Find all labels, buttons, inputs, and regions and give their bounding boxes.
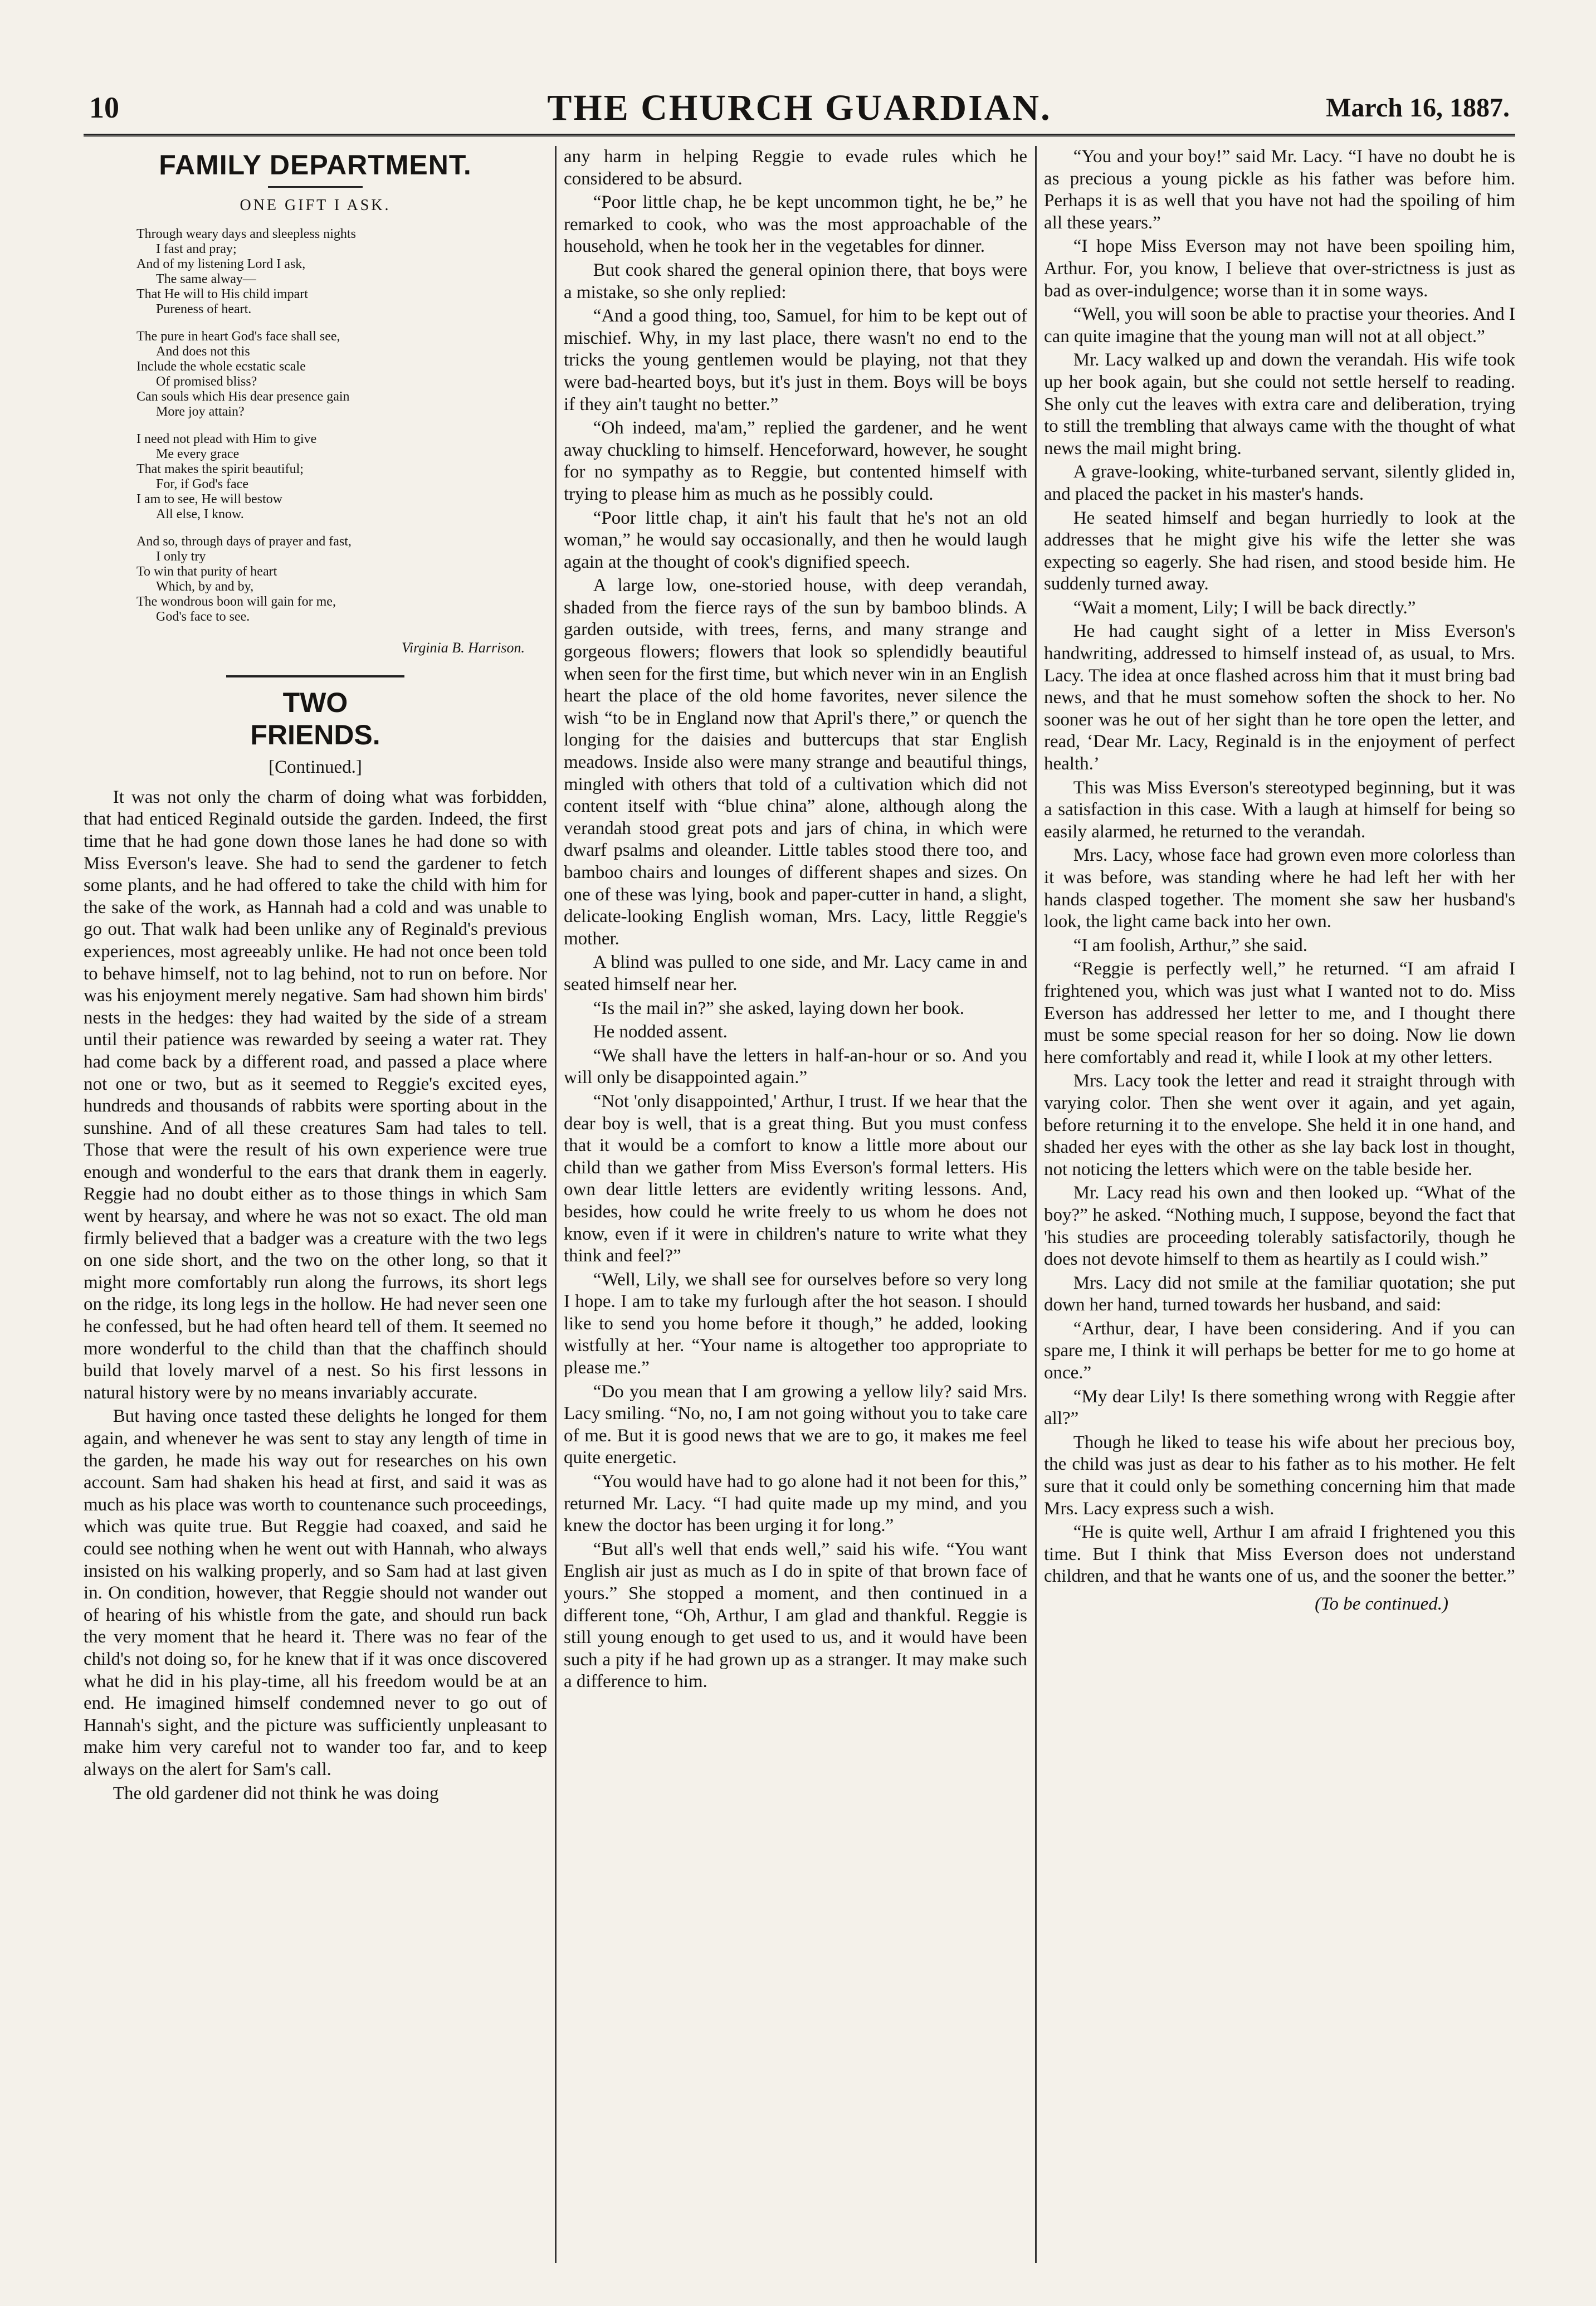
column-rule — [555, 146, 557, 2263]
story-paragraph: “Poor little chap, it ain't his fault that he's not an old woman,” he would say occasionally, and then he would laugh again at the thought of cook's dignified speech. — [564, 508, 1027, 572]
heading-rule — [268, 186, 363, 188]
to-be-continued: (To be continued.) — [1315, 1594, 1448, 1614]
story-paragraph: But having once tasted these delights he longed for them again, and whenever he was sent to stay any length of time in the garden, he made his way out for researches on his own account. Sam had shaken his head at first, and said it was as much as his place was worth to countenance such proceedings, which was quite true. But Reggie had coaxed, and said he could see nothing when he went out with Hannah, who always insisted on his walking properly, and so Sam had at last given in. On condition, however, that Reggie should not wander out of hearing of his whistle from the gate, and should run back the very moment that he heard it. There was no fear of the child's not doing so, for he knew that if it was once discovered what he did in his play-time, all his freedom would be at an end. He imagined himself condemned never to go out of Hannah's sight, and the picture was sufficiently unpleasant to make him very careful not to wander too far, and to keep always on the alert for Sam's call. — [84, 1406, 547, 1780]
story-paragraph: Mrs. Lacy, whose face had grown even more colorless than it was before, was standing where he had left her with her hands clasped together. The moment she saw her husband's look, the light came back into her own. — [1044, 845, 1515, 932]
story-paragraph: He seated himself and began hurriedly to look at the addresses that he might give his wife the letter she was expecting so eagerly. She had risen, and stood beside him. He suddenly turned away. — [1044, 508, 1515, 594]
story-paragraph: “You and your boy!” said Mr. Lacy. “I have no doubt he is as precious a young pickle as his father was before him. Perhaps it is as well that you have not had the spoiling of him all these years.” — [1044, 147, 1515, 233]
poem-line: That He will to His child impart — [136, 286, 308, 301]
poem-line: The same alway— — [156, 271, 256, 286]
poem-line: And does not this — [156, 344, 250, 359]
story-paragraph: Mr. Lacy read his own and then looked up. “What of the boy?” he asked. “Nothing much, I suppose, beyond the fact that 'his studies are proceeding tolerably satisfactorily, though he does not devote himself to them as heartily as I could wish.” — [1044, 1183, 1515, 1270]
poem-line: That makes the spirit beautiful; — [136, 461, 304, 476]
poem-stanza — [84, 329, 547, 420]
section-heading: FAMILY DEPARTMENT. — [159, 149, 472, 181]
poem-stanza — [84, 432, 547, 522]
page-number: 10 — [89, 91, 119, 124]
story-paragraph: A grave-looking, white-turbaned servant, silently glided in, and placed the packet in his master's hands. — [1044, 462, 1515, 504]
poem-title: ONE GIFT I ASK. — [240, 197, 391, 214]
issue-date: March 16, 1887. — [1326, 93, 1510, 123]
poem-line: The wondrous boon will gain for me, — [136, 594, 336, 609]
poem-line: Include the whole ecstatic scale — [136, 359, 306, 374]
story-paragraph: Mr. Lacy walked up and down the verandah. His wife took up her book again, but she could not settle herself to reading. She only cut the leaves with extra care and deliberation, trying to still the trembling that always came with the thought of what news the mail might bring. — [1044, 350, 1515, 459]
poem-line: To win that purity of heart — [136, 564, 277, 579]
story-paragraph: The old gardener did not think he was doing — [113, 1783, 439, 1803]
story-paragraph: “Arthur, dear, I have been considering. And if you can spare me, I think it will perhaps be better for me to go home at once.” — [1044, 1318, 1515, 1383]
story-paragraph: A large low, one-storied house, with deep verandah, shaded from the fierce rays of the sun by bamboo blinds. A garden outside, with trees, ferns, and many strange and gorgeous flowers; flowers that look so splendidly beautiful when seen for the first time, but which never win in an English heart the place of the old home favorites, never silence the wish “to be in England now that April's there,” or quench the longing for the daisies and buttercups that star English meadows. Inside also were many strange and beautiful things, mingled with others that told of a cultivation which did not content itself with “blue china” alone, although along the verandah stood great pots and jars of china, in which were dwarf psalms and oleander. Little tables stood there too, and bamboo chairs and lounges of different shapes and sizes. On one of these was lying, book and paper-cutter in hand, a slight, delicate-looking English woman, Mrs. Lacy, little Reggie's mother. — [564, 576, 1027, 949]
poem-stanza — [84, 227, 547, 317]
continued-note: [Continued.] — [269, 757, 362, 778]
story-paragraph: “You would have had to go alone had it not been for this,” returned Mr. Lacy. “I had quite made up my mind, and you knew the doctor has been urging it for long.” — [564, 1471, 1027, 1536]
story-paragraph: “Not 'only disappointed,' Arthur, I trust. If we hear that the dear boy is well, that is a great thing. But you must confess that it would be a comfort to know a little more about our child than we gather from Miss Everson's formal letters. His own dear little letters are evidently writing lessons. And, besides, how could he write freely to us whom he does not know, even if it were in children's nature to write what they think and feel?” — [564, 1091, 1027, 1266]
story-paragraph: Mrs. Lacy took the letter and read it straight through with varying color. Then she went over it again, and yet again, before returning it to the envelope. She held it in one hand, and shaded her eyes with the other as she lay back lost in thought, not noticing the letters which were on the table beside her. — [1044, 1071, 1515, 1179]
poem-stanza — [84, 534, 547, 625]
poem-line: Of promised bliss? — [156, 374, 257, 389]
story-paragraph: “I hope Miss Everson may not have been spoiling him, Arthur. For, you know, I believe that over-strictness is just as bad as over-indulgence; worse than it in some ways. — [1044, 236, 1515, 301]
story-paragraph: “Well, Lily, we shall see for ourselves before so very long I hope. I am to take my furlough after the hot season. I should like to send you home before it though,” he added, looking wistfully at her. “Your name is altogether too appropriate to please me.” — [564, 1269, 1027, 1378]
story-paragraph: “Poor little chap, he be kept uncommon tight, he be,” he remarked to cook, who was the most approachable of the household, when he took her in the vegetables for dinner. — [564, 192, 1027, 257]
story-paragraph: A blind was pulled to one side, and Mr. Lacy came in and seated himself near her. — [564, 952, 1027, 994]
story-paragraph: “Well, you will soon be able to practise your theories. And I can quite imagine that the young man will not at all object.” — [1044, 304, 1515, 347]
poem-line: I need not plead with Him to give — [136, 431, 317, 446]
story-paragraph: Though he liked to tease his wife about her precious boy, the child was just as dear to his father as to his mother. He felt sure that it could only be something concerning him that made Mrs. Lacy express such a wish. — [1044, 1432, 1515, 1519]
story-paragraph: “Is the mail in?” she asked, laying down her book. — [593, 998, 965, 1018]
poem-line: The pure in heart God's face shall see, — [136, 329, 340, 344]
story-paragraph: “But all's well that ends well,” said his wife. “You want English air just as much as I do in spite of that brown face of yours.” She stopped a moment, and then continued in a different tone, “Oh, Arthur, I am glad and thankful. Reggie is still young enough to get used to us, and it would have been such a pity if he had grown up as a stranger. It may make such a difference to him. — [564, 1539, 1027, 1692]
story-paragraph: This was Miss Everson's stereotyped beginning, but it was a satisfaction in this case. With a laugh at himself for being so easily alarmed, he returned to the verandah. — [1044, 777, 1515, 842]
story-paragraph: “Wait a moment, Lily; I will be back directly.” — [1073, 597, 1416, 618]
story-paragraph: “And a good thing, too, Samuel, for him to be kept out of mischief. Why, in my last place, there wasn't no end to the tricks the young gentlemen would be playing, not that they were bad-hearted boys, but it's just in them. Boys will be boys if they ain't taught no better.” — [564, 306, 1027, 415]
column-1 — [84, 146, 547, 2263]
story-paragraph: “Reggie is perfectly well,” he returned. “I am afraid I frightened you, which was just what I wanted not to do. Miss Everson has addressed her letter to me, and I thought there must be some special reason for her so doing. Now lie down here comfortably and read it, while I look at my other letters. — [1044, 959, 1515, 1067]
story-paragraph: any harm in helping Reggie to evade rules which he considered to be absurd. — [564, 147, 1027, 189]
poem-line: I am to see, He will bestow — [136, 491, 282, 506]
poem-line: Pureness of heart. — [156, 301, 252, 316]
story-paragraph: “Oh indeed, ma'am,” replied the gardener, and he went away chuckling to himself. Henceforward, however, he sought for no sympathy as to Reggie, but contented himself with trying to please him as much as he possibly could. — [564, 418, 1027, 504]
poem-line: Can souls which His dear presence gain — [136, 389, 350, 404]
story-paragraph: “I am foolish, Arthur,” she said. — [1073, 935, 1308, 955]
story-paragraph: “He is quite well, Arthur I am afraid I frightened you this time. But I think that Miss Everson does not understand children, and that he wants one of us, and the sooner the better.” — [1044, 1522, 1515, 1587]
poem-line: More joy attain? — [156, 404, 245, 419]
poem-line: Me every grace — [156, 446, 240, 461]
story-paragraph: Mrs. Lacy did not smile at the familiar quotation; she put down her hand, turned towards her husband, and said: — [1044, 1273, 1515, 1315]
story-paragraph: He nodded assent. — [593, 1022, 728, 1042]
poem-line: All else, I know. — [156, 506, 244, 521]
masthead-title: THE CHURCH GUARDIAN. — [547, 87, 1052, 128]
column-rule — [1035, 146, 1037, 2263]
poem-line: And of my listening Lord I ask, — [136, 256, 306, 271]
poem-line: And so, through days of prayer and fast, — [136, 534, 352, 549]
poem-line: For, if God's face — [156, 476, 248, 491]
poem-line: I fast and pray; — [156, 241, 237, 256]
poem-line: Through weary days and sleepless nights — [136, 226, 356, 241]
poem-line: God's face to see. — [156, 609, 250, 624]
story-paragraph: “My dear Lily! Is there something wrong with Reggie after all?” — [1044, 1386, 1515, 1429]
story-paragraph: “Do you mean that I am growing a yellow lily? said Mrs. Lacy smiling. “No, no, I am not going without you to take care of me. But it is good news that we are to go, it makes me feel quite energetic. — [564, 1381, 1027, 1468]
story-title: TWO FRIENDS. — [226, 675, 404, 751]
poem-line: I only try — [156, 549, 206, 564]
story-paragraph: “We shall have the letters in half-an-hour or so. And you will only be disappointed again.” — [564, 1045, 1027, 1088]
page-header — [84, 82, 1515, 136]
story-paragraph: He had caught sight of a letter in Miss Everson's handwriting, addressed to himself instead of, as usual, to Mrs. Lacy. The idea at once flashed across him that it must bring bad news, and that he must somehow soften the shock to her. No sooner was he out of her sight than he tore open the letter, and read, ‘Dear Mr. Lacy, Reginald is in the enjoyment of perfect health.’ — [1044, 621, 1515, 774]
poem-line: Which, by and by, — [156, 579, 254, 594]
story-paragraph: It was not only the charm of doing what was forbidden, that had enticed Reginald outside the garden. Indeed, the first time that he had gone down those lanes he had done so with Miss Everson's leave. She had to send the gardener to fetch some plants, and he had offered to take the child with him for the sake of the work, as Hannah had a cold and was unable to go out. That walk had been unlike any of Reginald's previous experiences, most agreeably unlike. He had not once been told to behave himself, not to lag behind, not to run on before. Nor was his enjoyment merely negative. Sam had shown him birds' nests in the hedges: they had waited by the side of a stream until their patience was rewarded by seeing a water rat. They had come back by a different road, and passed a place where not one or two, but as it seemed to Reggie's excited eyes, hundreds and thousands of rabbits were sporting about in the sunshine. And of all these creatures Sam had tales to tell. Those that were the result of his own experience were true enough and wonderful to the ears that drank them in eagerly. Reggie had no doubt either as to those things in which Sam went by hearsay, and where he was not so exact. The old man firmly believed that a badger was a creature with the two legs on one side short, and the two on the other long, so that it might more comfortably run along the furrows, its short legs on the ridge, its long legs in the hollow. He had never seen one he confessed, but he had often heard tell of them. It seemed no more wonderful to the child than that the chaffinch should build that lovely marvel of a nest. So his first lessons in natural history were by no means invariably accurate. — [84, 787, 547, 1403]
story-paragraph: But cook shared the general opinion there, that boys were a mistake, so she only replied: — [564, 260, 1027, 303]
column-2 — [564, 146, 1027, 2263]
poem-author: Virginia B. Harrison. — [401, 639, 525, 656]
column-3 — [1044, 146, 1515, 2263]
